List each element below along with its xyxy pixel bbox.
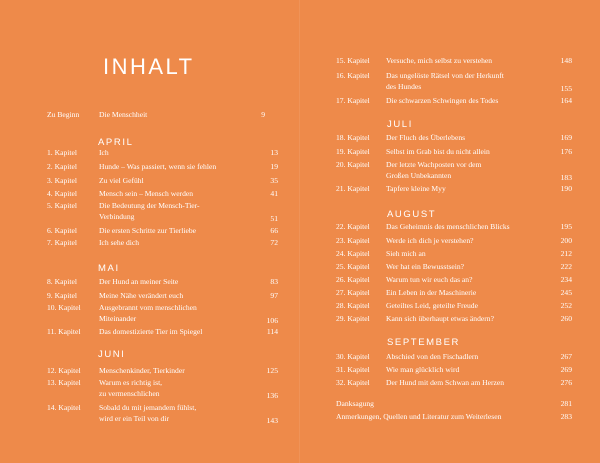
toc-page: 234 [560, 275, 572, 284]
toc-title: Das domestizierte Tier im Spiegel [99, 327, 203, 336]
toc-title: Der Fluch des Überlebens [386, 133, 466, 142]
toc-title: Versuche, mich selbst zu verstehen [386, 56, 493, 65]
toc-page: 269 [560, 365, 572, 374]
toc-title: Menschenkinder, Tierkinder [99, 366, 185, 375]
toc-chapter: 1. Kapitel [47, 148, 77, 157]
toc-title: Kann sich überhaupt etwas ändern? [386, 314, 494, 323]
month-heading-august: AUGUST [387, 209, 437, 220]
toc-page: 9 [261, 110, 265, 119]
toc-page: 13 [270, 148, 278, 157]
toc-title: Der Hund an meiner Seite [99, 277, 179, 286]
toc-title: Sobald du mit jemandem fühlst, wird er ein Teil von dir [99, 403, 197, 423]
toc-chapter: 15. Kapitel [336, 56, 370, 65]
toc-title: Das Geheimnis des menschlichen Blicks [386, 222, 510, 231]
toc-page: 143 [266, 415, 278, 425]
toc-chapter: 10. Kapitel [47, 303, 81, 312]
toc-chapter: 18. Kapitel [336, 133, 370, 142]
toc-page: 66 [270, 226, 278, 235]
toc-chapter: 11. Kapitel [47, 327, 81, 336]
toc-page: 281 [560, 399, 572, 408]
toc-page: 155 [560, 83, 572, 93]
toc-page: 283 [560, 412, 572, 421]
toc-chapter: 8. Kapitel [47, 277, 77, 286]
month-heading-mai: MAI [98, 263, 120, 274]
toc-page: 41 [270, 189, 278, 198]
toc-title: Das ungelöste Rätsel von der Herkunft des Hundes [386, 71, 504, 91]
toc-page: 176 [560, 147, 572, 156]
toc-chapter: 12. Kapitel [47, 366, 81, 375]
toc-title: Geteiltes Leid, geteilte Freude [386, 301, 478, 310]
toc-page: 136 [266, 390, 278, 400]
toc-title: Mensch sein – Mensch werden [99, 189, 194, 198]
toc-page: 245 [560, 288, 572, 297]
toc-page: 106 [266, 315, 278, 325]
toc-title: Die Bedeutung der Mensch-Tier- Verbindung [99, 201, 200, 221]
toc-page: 260 [560, 314, 572, 323]
toc-title: Der letzte Wachposten vor dem Großen Unbekannten [386, 160, 482, 180]
toc-chapter: 30. Kapitel [336, 352, 370, 361]
toc-page: 183 [560, 172, 572, 182]
toc-title: Werde ich dich je verstehen? [386, 236, 474, 245]
toc-chapter: Zu Beginn [47, 110, 80, 119]
toc-title: Selbst im Grab bist du nicht allein [386, 147, 490, 156]
toc-chapter: 9. Kapitel [47, 291, 77, 300]
toc-chapter: 22. Kapitel [336, 222, 370, 231]
toc-chapter: 4. Kapitel [47, 189, 77, 198]
month-heading-juli: JULI [387, 119, 413, 130]
toc-chapter: 25. Kapitel [336, 262, 370, 271]
toc-title: Ich [99, 148, 109, 157]
toc-page: 125 [266, 366, 278, 375]
toc-title: Tapfere kleine Myy [386, 184, 446, 193]
toc-chapter: 20. Kapitel [336, 160, 370, 169]
toc-chapter: 28. Kapitel [336, 301, 370, 310]
toc-page: 35 [270, 176, 278, 185]
toc-page: 195 [560, 222, 572, 231]
toc-chapter: 6. Kapitel [47, 226, 77, 235]
toc-title: Sieh mich an [386, 249, 426, 258]
toc-chapter: 17. Kapitel [336, 96, 370, 105]
toc-chapter: 23. Kapitel [336, 236, 370, 245]
toc-title: Abschied von den Fischadlern [386, 352, 479, 361]
toc-page: 212 [560, 249, 572, 258]
toc-chapter: 2. Kapitel [47, 162, 77, 171]
toc-page: 19 [270, 162, 278, 171]
toc-title: Die Menschheit [99, 110, 148, 119]
toc-chapter: 16. Kapitel [336, 71, 370, 80]
toc-page: 252 [560, 301, 572, 310]
page-title: INHALT [103, 54, 195, 79]
toc-chapter: 3. Kapitel [47, 176, 77, 185]
month-heading-juni: JUNI [98, 349, 126, 360]
toc-page: 51 [270, 213, 278, 223]
toc-page: 190 [560, 184, 572, 193]
toc-title: Der Hund mit dem Schwan am Herzen [386, 378, 505, 387]
toc-page: 97 [270, 291, 278, 300]
toc-title: Zu viel Gefühl [99, 176, 144, 185]
toc-chapter: 32. Kapitel [336, 378, 370, 387]
toc-page: 83 [270, 277, 278, 286]
toc-title: Danksagung [336, 399, 374, 408]
toc-page: 164 [560, 96, 572, 105]
toc-page: 169 [560, 133, 572, 142]
toc-page: 222 [560, 262, 572, 271]
toc-title: Die ersten Schritte zur Tierliebe [99, 226, 197, 235]
toc-chapter: 19. Kapitel [336, 147, 370, 156]
toc-title: Wie man glücklich wird [386, 365, 460, 374]
toc-page: 114 [266, 327, 278, 336]
toc-title: Meine Nähe verändert euch [99, 291, 184, 300]
toc-chapter: 24. Kapitel [336, 249, 370, 258]
toc-chapter: 7. Kapitel [47, 238, 77, 247]
toc-title: Wer hat ein Bewusstsein? [386, 262, 465, 271]
month-heading-april: APRIL [98, 137, 134, 148]
month-heading-september: SEPTEMBER [387, 337, 460, 348]
toc-page: 72 [270, 238, 278, 247]
toc-chapter: 13. Kapitel [47, 378, 81, 387]
toc-page: 200 [560, 236, 572, 245]
toc-chapter: 27. Kapitel [336, 288, 370, 297]
toc-title: Warum es richtig ist, zu vermenschlichen [99, 378, 163, 398]
toc-chapter: 31. Kapitel [336, 365, 370, 374]
toc-title: Ich sehe dich [99, 238, 140, 247]
toc-title: Anmerkungen, Quellen und Literatur zum Weiterlesen [336, 412, 502, 421]
toc-title: Ausgebrannt vom menschlichen Miteinander [99, 303, 197, 323]
toc-chapter: 29. Kapitel [336, 314, 370, 323]
toc-chapter: 14. Kapitel [47, 403, 81, 412]
toc-title: Die schwarzen Schwingen des Todes [386, 96, 499, 105]
toc-page: 267 [560, 352, 572, 361]
toc-page: 276 [560, 378, 572, 387]
toc-chapter: 26. Kapitel [336, 275, 370, 284]
right-page [300, 0, 600, 463]
toc-title: Warum tun wir euch das an? [386, 275, 473, 284]
toc-title: Hunde – Was passiert, wenn sie fehlen [99, 162, 217, 171]
toc-chapter: 5. Kapitel [47, 201, 77, 210]
toc-chapter: 21. Kapitel [336, 184, 370, 193]
toc-title: Ein Leben in der Maschinerie [386, 288, 477, 297]
toc-page: 148 [560, 56, 572, 65]
